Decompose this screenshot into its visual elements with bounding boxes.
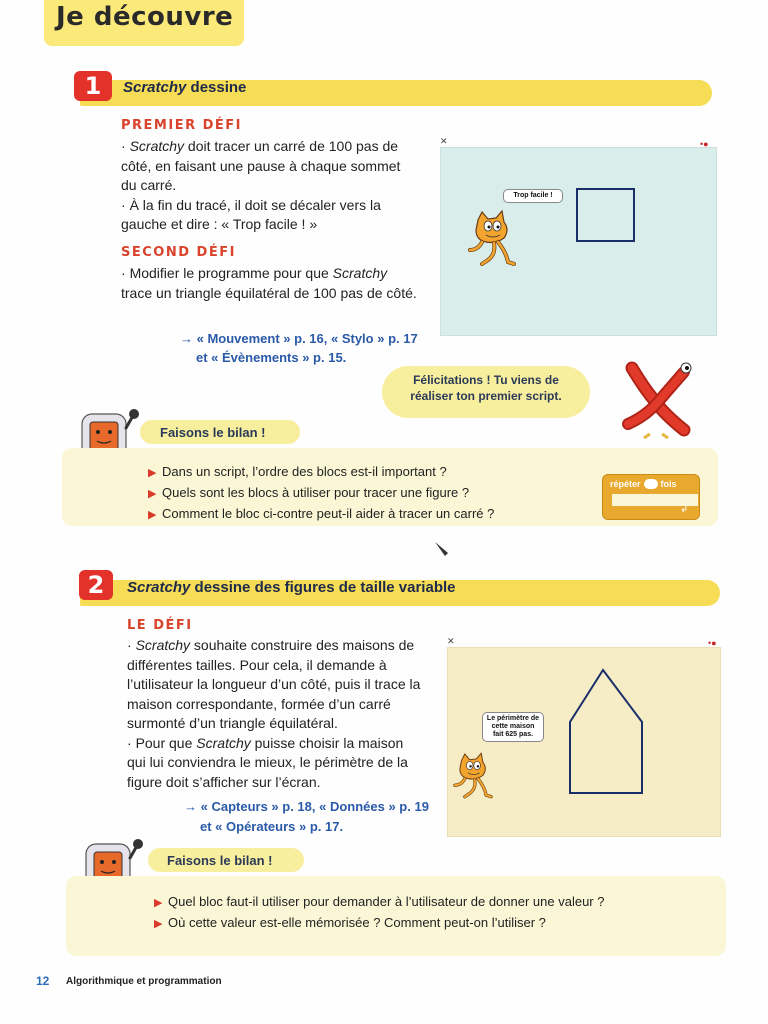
le-defi-text: · Scratchy souhaite construire des maisons de différentes tailles. Pour cela, il demande à l’utilisateur la longueur d’un côté, puis il trace la maison correspondante, formée d’un carré surmonté d’un triangle équilatéral. · Pour que Scratchy puisse choisir la maison qui lui conviendra le mieux, le périmètre de la figure doit s’afficher sur l’écran. — [127, 637, 421, 790]
page-title: Je découvre — [56, 2, 234, 32]
scratch-cat-icon — [464, 210, 520, 270]
le-defi-label: LE DÉFI — [127, 618, 193, 633]
second-defi-label: SECOND DÉFI — [121, 245, 236, 260]
repeat-input — [644, 479, 658, 489]
bilan2-question: ▶ Quel bloc faut-il utiliser pour demander à l’utilisateur de donner une valeur ? — [154, 894, 605, 909]
section1-ref-line2[interactable]: et « Évènements » p. 15. — [196, 350, 347, 365]
repeat-block-header — [610, 479, 677, 489]
bilan2-questions — [154, 892, 604, 934]
bilan1-question: ▶ Quels sont les blocs à utiliser pour tracer une figure ? — [148, 485, 470, 500]
section2-number: 2 — [79, 570, 113, 600]
bilan2-question: ▶ Où cette valeur est-elle mémorisée ? Comment peut-on l’utiliser ? — [154, 915, 546, 930]
repeat-arrow-icon: ↲ — [680, 504, 689, 515]
page-number: 12 — [36, 974, 50, 988]
bilan1-question: ▶ Comment le bloc ci-contre peut-il aider à tracer un carré ? — [148, 506, 495, 521]
section2-ref-line2[interactable]: et « Opérateurs » p. 17. — [200, 819, 344, 834]
scratch-cat-icon — [450, 752, 496, 802]
letter-x-mascot-icon — [614, 358, 708, 440]
section1-number: 1 — [74, 71, 112, 101]
section2-ref-line1[interactable]: → « Capteurs » p. 18, « Données » p. 19 — [184, 799, 429, 814]
house-shape — [570, 670, 642, 793]
stage1-speech: Trop facile ! — [503, 189, 563, 203]
section2-title: Scratchy dessine des figures de taille variable — [127, 579, 456, 596]
stage2-speech: Le périmètre de cette maison fait 625 pas. — [482, 712, 544, 742]
bilan1-title: Faisons le bilan ! — [160, 425, 266, 440]
premier-defi-text: · Scratchy doit tracer un carré de 100 pas de côté, en faisant une pause à chaque sommet du carré. · À la fin du tracé, il doit se décaler vers la gauche et dire : « Trop facile ! » — [121, 138, 401, 232]
square-shape — [577, 189, 634, 241]
bilan2-title: Faisons le bilan ! — [167, 853, 273, 868]
pencil-icon — [432, 539, 452, 559]
section1-ref-line1[interactable]: → « Mouvement » p. 16, « Stylo » p. 17 — [180, 331, 418, 346]
footer-chapter: Algorithmique et programmation — [66, 976, 222, 987]
stage-dot-icon: •● — [708, 638, 717, 648]
premier-defi-label: PREMIER DÉFI — [121, 118, 242, 133]
bilan1-questions — [148, 462, 494, 525]
stage-mark-icon: ✕ — [440, 136, 448, 146]
section1-title: Scratchy dessine — [123, 79, 247, 96]
stage-mark-icon: ✕ — [447, 636, 455, 646]
stage-dot-icon: •● — [700, 139, 709, 149]
repeat-fois-label: fois — [660, 479, 677, 489]
stage2-drawing — [447, 647, 719, 835]
second-defi-text: · Modifier le programme pour que Scratchy trace un triangle équilatéral de 100 pas de côté. — [121, 265, 417, 301]
bilan1-question: ▶ Dans un script, l’ordre des blocs est-il important ? — [148, 464, 447, 479]
repeat-label: répéter — [610, 479, 641, 489]
felicitations-bubble: Félicitations ! Tu viens de réaliser ton premier script. — [382, 366, 590, 418]
